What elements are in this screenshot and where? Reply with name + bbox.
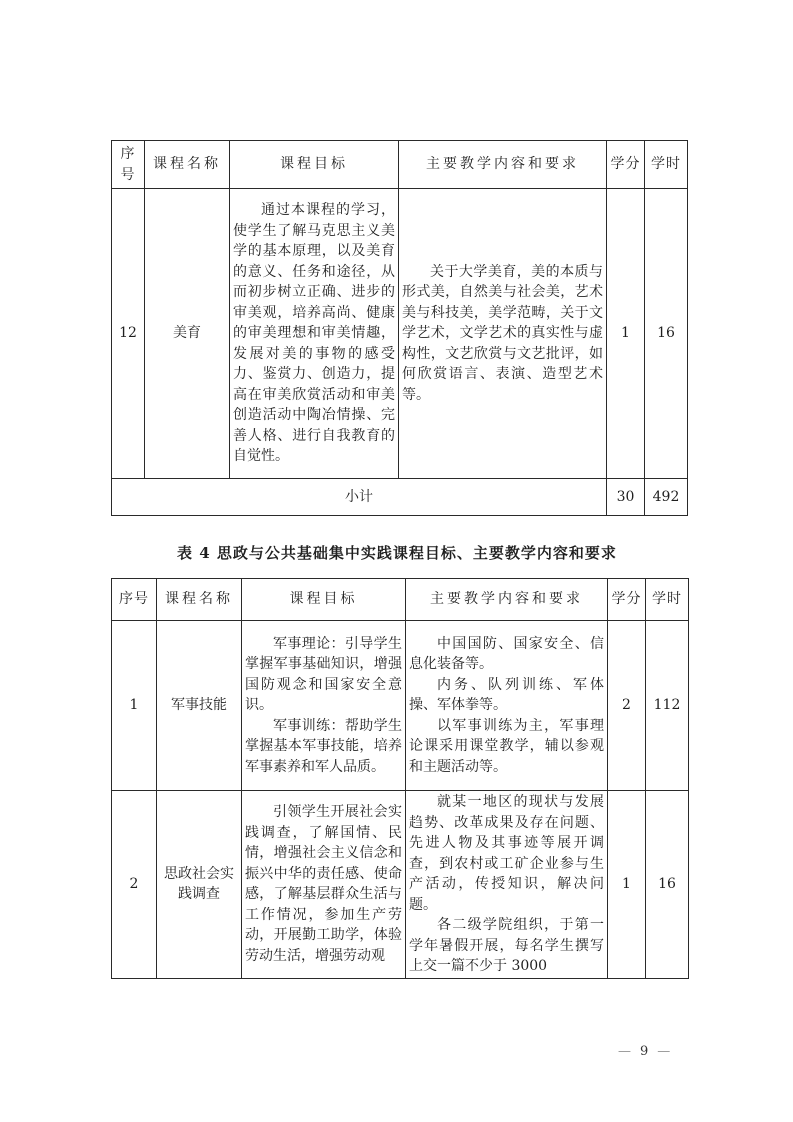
- table4-header-credits: 学分: [608, 579, 646, 621]
- row1-objective-cell: [242, 621, 406, 791]
- row12-credits: 1: [607, 189, 645, 479]
- row1-content-cell: [406, 621, 608, 791]
- row12-course-name: 美育: [145, 189, 230, 479]
- page-number-dash-left: —: [618, 1044, 631, 1059]
- row1-course-name: 军事技能: [157, 621, 242, 791]
- table1-header-seq: 序号: [112, 141, 145, 189]
- row12-content-text: 关于大学美育，美的本质与形式美，自然美与社会美，艺术美与科技美，美学范畴，关于文学艺术，文学艺术的真实性与虚构性，文艺欣赏与文艺批评，如何欣赏语言、表演、造型艺术等。: [402, 263, 603, 403]
- table4-header-row: [112, 579, 689, 621]
- table1-header-content: 主要教学内容和要求: [399, 141, 607, 189]
- subtotal-credits: 30: [607, 479, 645, 516]
- row12-seq: 12: [112, 189, 145, 479]
- row2-seq: 2: [112, 791, 157, 979]
- row1-content-para-2: 内务、队列训练、军体操、军体拳等。: [409, 676, 604, 714]
- row2-objective-cell: [242, 791, 406, 979]
- table1-header-credits: 学分: [607, 141, 645, 189]
- row1-objective-para-1: 军事理论：引导学生掌握军事基础知识，增强国防观念和国家安全意识。: [245, 635, 402, 714]
- row12-objective-text: 通过本课程的学习，使学生了解马克思主义美学的基本原理，以及美育的意义、任务和途径，从而初步树立正确、进步的审美观，培养高尚、健康的审美理想和审美情趣，发展对美的事物的感受力、鉴赏力、创造力，提高在审美欣赏活动和审美创造活动中陶冶情操、完善人格、进行自我教育的自觉性。: [233, 202, 395, 465]
- course-table-continued: [111, 140, 688, 516]
- row1-objective-para-2: 军事训练：帮助学生掌握基本军事技能，培养军事素养和军人品质。: [245, 717, 402, 775]
- table4-row-2: [112, 791, 689, 979]
- table4-row-1: [112, 621, 689, 791]
- table1-row-12: [112, 189, 688, 479]
- table1-header-row: [112, 141, 688, 189]
- table4-practice-courses: [111, 578, 689, 979]
- row12-objective-cell: [230, 189, 399, 479]
- page-number-value: 9: [640, 1044, 649, 1059]
- row1-content-para-3: 以军事训练为主，军事理论课采用课堂教学，辅以参观和主题活动等。: [409, 717, 604, 775]
- row1-hours: 112: [646, 621, 689, 791]
- row2-content-para-2: 各二级学院组织，于第一学年暑假开展，每名学生撰写上交一篇不少于 3000: [409, 917, 604, 974]
- table4-header-hours: 学时: [646, 579, 689, 621]
- row2-credits: 1: [608, 791, 646, 979]
- table1-header-objective: 课程目标: [230, 141, 399, 189]
- table4-header-content: 主要教学内容和要求: [406, 579, 608, 621]
- row2-course-name: 思政社会实践调查: [157, 791, 242, 979]
- table1-header-course-name: 课程名称: [145, 141, 230, 189]
- subtotal-label: 小计: [112, 479, 607, 516]
- subtotal-hours: 492: [645, 479, 688, 516]
- table4-caption: 表 4 思政与公共基础集中实践课程目标、主要教学内容和要求: [177, 544, 617, 562]
- row1-content-para-1: 中国国防、国家安全、信息化装备等。: [409, 635, 604, 673]
- page-number: [618, 1044, 670, 1059]
- row1-credits: 2: [608, 621, 646, 791]
- table4-header-course-name: 课程名称: [157, 579, 242, 621]
- row1-seq: 1: [112, 621, 157, 791]
- row2-hours: 16: [646, 791, 689, 979]
- row12-content-cell: [399, 189, 607, 479]
- page-number-dash-right: —: [657, 1044, 671, 1059]
- row2-content-cell: [406, 791, 608, 979]
- row2-content-para-1: 就某一地区的现状与发展趋势、改革成果及存在问题、先进人物及其事迹等展开调查，到农村或工矿企业参与生产活动，传授知识，解决问题。: [409, 794, 604, 913]
- table4-header-objective: 课程目标: [242, 579, 406, 621]
- table1-header-hours: 学时: [645, 141, 688, 189]
- table4-header-seq: 序号: [112, 579, 157, 621]
- table1-subtotal-row: [112, 479, 688, 516]
- row2-objective-para-1: 引领学生开展社会实践调查，了解国情、民情，增强社会主义信念和振兴中华的责任感、使命感，了解基层群众生活与工作情况，参加生产劳动，开展勤工助学，体验劳动生活，增强劳动观: [245, 804, 402, 964]
- row12-hours: 16: [645, 189, 688, 479]
